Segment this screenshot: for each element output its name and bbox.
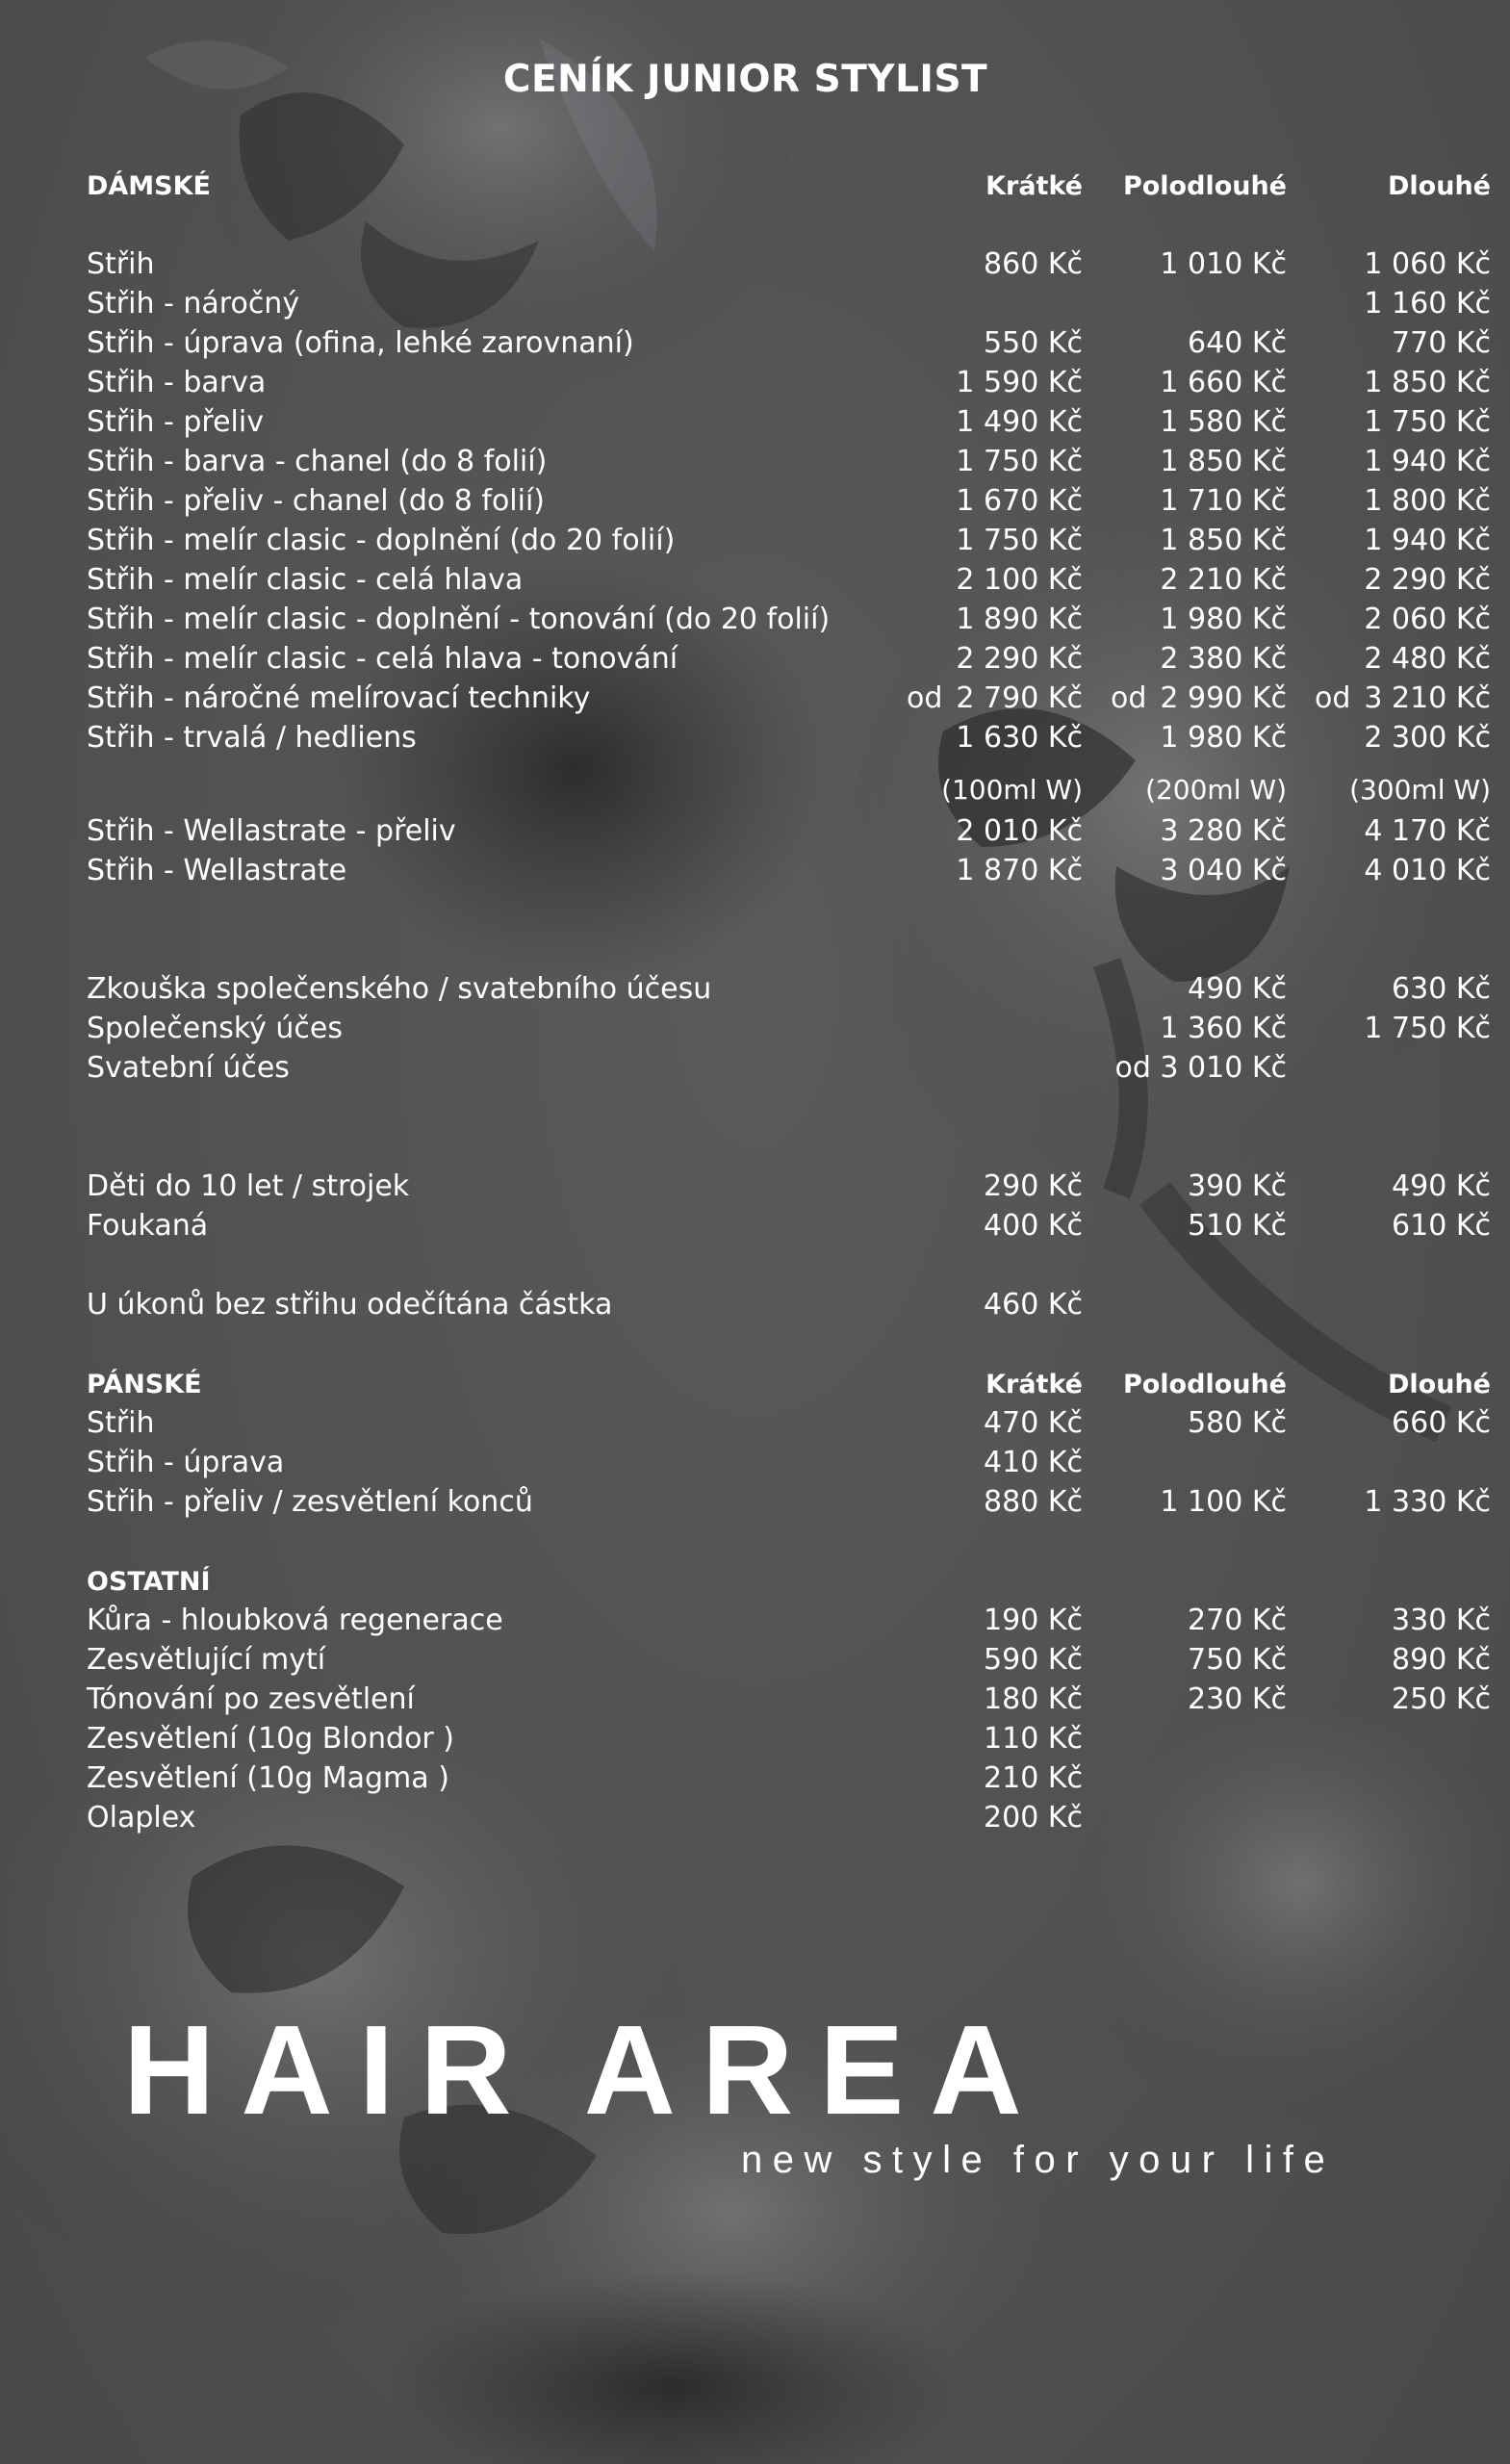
service-label: Střih - barva - chanel (do 8 folií) — [87, 445, 548, 478]
price-row — [87, 1051, 1405, 1091]
section-title: DÁMSKÉ — [87, 171, 211, 201]
price-cell-2: 3 280 Kč — [1160, 814, 1287, 848]
price-cell-3: 630 Kč — [1392, 972, 1491, 1006]
service-label: Střih - Wellastrate — [87, 854, 347, 887]
price-cell-3: 1 940 Kč — [1364, 524, 1491, 557]
price-row — [87, 1446, 1405, 1485]
price-cell-1: 1 750 Kč — [956, 445, 1083, 478]
price-row — [87, 1722, 1405, 1761]
column-header-3: Dlouhé — [1388, 1370, 1491, 1399]
price-cell-1: 460 Kč — [984, 1288, 1083, 1322]
price-cell-3: 1 940 Kč — [1364, 445, 1491, 478]
price-cell-2: 1 710 Kč — [1160, 484, 1287, 518]
price-row — [87, 405, 1491, 445]
price-cell-1: 550 Kč — [984, 326, 1083, 360]
price-value: 3 210 Kč — [1364, 681, 1491, 715]
price-row — [87, 1761, 1405, 1801]
price-cell-1: 290 Kč — [984, 1169, 1083, 1203]
service-label: Střih - barva — [87, 366, 267, 399]
price-cell-3: 4 010 Kč — [1364, 854, 1491, 887]
price-cell-2: 3 040 Kč — [1160, 854, 1287, 887]
price-row — [87, 814, 1491, 854]
price-cell-2: 230 Kč — [1188, 1682, 1287, 1716]
price-cell-1: 410 Kč — [984, 1446, 1083, 1479]
price-row — [87, 1012, 1491, 1051]
price-cell-2: 2 380 Kč — [1160, 642, 1287, 676]
price-row — [87, 681, 1491, 721]
section-title: PÁNSKÉ — [87, 1370, 202, 1399]
logo-word-area: AREA — [583, 1999, 1048, 2141]
price-cell-3: 1 850 Kč — [1364, 366, 1491, 399]
price-cell-1: 2 100 Kč — [956, 563, 1083, 597]
price-cell-3: 610 Kč — [1392, 1209, 1491, 1243]
service-label: Střih - náročný — [87, 287, 300, 321]
price-cell-3: 2 290 Kč — [1364, 563, 1491, 597]
price-cell-2: 1 580 Kč — [1160, 405, 1287, 439]
service-label: Foukaná — [87, 1209, 209, 1243]
price-cell-1: 470 Kč — [984, 1406, 1083, 1440]
price-cell-2: 490 Kč — [1188, 972, 1287, 1006]
price-cell-3: 1 160 Kč — [1364, 287, 1491, 321]
price-row — [87, 1604, 1491, 1643]
price-cell-2: 1 100 Kč — [1160, 1485, 1287, 1519]
price-row — [87, 366, 1491, 405]
service-label: Střih - přeliv - chanel (do 8 folií) — [87, 484, 546, 518]
price-row — [87, 774, 1491, 814]
service-label: Střih - náročné melírovací techniky — [87, 681, 591, 715]
section-header-row — [87, 1564, 1405, 1604]
price-cell-3: 2 480 Kč — [1364, 642, 1491, 676]
price-cell-3: 490 Kč — [1392, 1169, 1491, 1203]
price-cell-1: 110 Kč — [984, 1722, 1083, 1756]
service-label: Zkouška společenského / svatebního účesu — [87, 972, 712, 1006]
service-label: Střih - úprava — [87, 1446, 285, 1479]
price-prefix: od — [907, 681, 943, 715]
price-cell-1: 210 Kč — [984, 1761, 1083, 1795]
price-row — [87, 1682, 1491, 1722]
price-cell-1: 1 670 Kč — [956, 484, 1083, 518]
price-cell-3: 4 170 Kč — [1364, 814, 1491, 848]
price-cell-3: 1 330 Kč — [1364, 1485, 1491, 1519]
price-prefix: od — [1111, 681, 1147, 715]
section-header-row — [87, 1367, 1491, 1406]
price-cell-2: 750 Kč — [1188, 1643, 1287, 1677]
section-title: OSTATNÍ — [87, 1567, 211, 1597]
service-label: Děti do 10 let / strojek — [87, 1169, 410, 1203]
price-cell-2: (200ml W) — [1145, 774, 1287, 806]
price-row — [87, 642, 1491, 681]
service-label: Zesvětlení (10g Blondor ) — [87, 1722, 455, 1756]
price-cell-1: 2 290 Kč — [956, 642, 1083, 676]
price-cell-2 — [1083, 681, 1287, 715]
price-cell-1: 1 870 Kč — [956, 854, 1083, 887]
service-label: Olaplex — [87, 1801, 196, 1835]
price-row — [87, 326, 1491, 366]
price-cell-2: 1 850 Kč — [1160, 445, 1287, 478]
section-header-row — [87, 168, 1491, 208]
price-row — [87, 484, 1491, 524]
page-title: CENÍK JUNIOR STYLIST — [502, 58, 988, 101]
price-cell-2: 580 Kč — [1188, 1406, 1287, 1440]
price-cell-3: 660 Kč — [1392, 1406, 1491, 1440]
service-label: Střih - přeliv / zesvětlení konců — [87, 1485, 533, 1519]
column-header-2: Polodlouhé — [1122, 171, 1287, 201]
price-cell-1: 1 750 Kč — [956, 524, 1083, 557]
price-cell-2: 270 Kč — [1188, 1604, 1287, 1637]
price-row — [87, 563, 1491, 603]
price-cell-2: 1 980 Kč — [1160, 721, 1287, 755]
price-cell-2: 1 660 Kč — [1160, 366, 1287, 399]
price-row — [87, 721, 1491, 760]
price-cell-1: 400 Kč — [984, 1209, 1083, 1243]
price-cell-2: 1 360 Kč — [1160, 1012, 1287, 1045]
price-value: 2 790 Kč — [956, 681, 1083, 715]
price-cell-1: 1 630 Kč — [956, 721, 1083, 755]
service-label: Střih - melír clasic - doplnění - tonování (do 20 folií) — [87, 603, 831, 636]
column-header-1: Krátké — [985, 1370, 1083, 1399]
price-cell-2: 2 210 Kč — [1160, 563, 1287, 597]
price-prefix: od — [1315, 681, 1351, 715]
price-cell-2: 1 850 Kč — [1160, 524, 1287, 557]
price-cell-1: 1 590 Kč — [956, 366, 1083, 399]
price-cell-3: 330 Kč — [1392, 1604, 1491, 1637]
price-cell-3: 1 060 Kč — [1364, 247, 1491, 281]
price-cell-1: 880 Kč — [984, 1485, 1083, 1519]
price-row — [87, 972, 1491, 1012]
price-row — [87, 603, 1491, 642]
price-value: 2 990 Kč — [1160, 681, 1287, 715]
hair-area-logo — [123, 1997, 1048, 2143]
price-row — [87, 854, 1491, 893]
price-cell-1: 590 Kč — [984, 1643, 1083, 1677]
price-cell-3 — [1287, 681, 1491, 715]
service-label: Střih - úprava (ofina, lehké zarovnaní) — [87, 326, 634, 360]
price-cell-1: 1 890 Kč — [956, 603, 1083, 636]
column-header-1: Krátké — [985, 171, 1083, 201]
price-row — [87, 1288, 1405, 1327]
price-row — [87, 445, 1491, 484]
price-cell-2: 1 010 Kč — [1160, 247, 1287, 281]
price-cell-2: 1 980 Kč — [1160, 603, 1287, 636]
logo-word-hair: HAIR — [123, 1999, 538, 2141]
price-cell-1: 2 010 Kč — [956, 814, 1083, 848]
price-cell-3: 890 Kč — [1392, 1643, 1491, 1677]
price-cell-2: 510 Kč — [1188, 1209, 1287, 1243]
price-row — [87, 1406, 1491, 1446]
price-cell-1: 1 490 Kč — [956, 405, 1083, 439]
price-cell-3: 250 Kč — [1392, 1682, 1491, 1716]
price-cell-3: 1 750 Kč — [1364, 1012, 1491, 1045]
price-row — [87, 1169, 1491, 1209]
price-row — [87, 287, 1491, 326]
price-row — [87, 1643, 1491, 1682]
service-label: Střih - přeliv — [87, 405, 264, 439]
service-label: U úkonů bez střihu odečítána částka — [87, 1288, 613, 1322]
service-label: Zesvětlení (10g Magma ) — [87, 1761, 449, 1795]
service-label: Střih - melír clasic - celá hlava - tonování — [87, 642, 678, 676]
column-header-2: Polodlouhé — [1122, 1370, 1287, 1399]
service-label: Střih - melír clasic - doplnění (do 20 folií) — [87, 524, 676, 557]
service-label: Svatební účes — [87, 1051, 290, 1085]
price-cell-2: od 3 010 Kč — [1114, 1051, 1287, 1085]
service-label: Střih - Wellastrate - přeliv — [87, 814, 456, 848]
service-label: Tónování po zesvětlení — [87, 1682, 415, 1716]
service-label: Střih — [87, 247, 155, 281]
price-row — [87, 524, 1491, 563]
price-cell-1: (100ml W) — [941, 774, 1083, 806]
service-label: Střih - trvalá / hedliens — [87, 721, 417, 755]
service-label: Střih — [87, 1406, 155, 1440]
service-label: Kůra - hloubková regenerace — [87, 1604, 503, 1637]
service-label: Zesvětlující mytí — [87, 1643, 326, 1677]
price-cell-1 — [760, 681, 1083, 715]
logo-tagline: new style for your life — [741, 2139, 1336, 2181]
service-label: Společenský účes — [87, 1012, 344, 1045]
price-cell-2: 640 Kč — [1188, 326, 1287, 360]
column-header-3: Dlouhé — [1388, 171, 1491, 201]
price-row — [87, 1801, 1405, 1840]
price-row — [87, 247, 1491, 287]
price-row — [87, 1209, 1491, 1248]
price-cell-1: 190 Kč — [984, 1604, 1083, 1637]
price-cell-2: 390 Kč — [1188, 1169, 1287, 1203]
price-cell-1: 180 Kč — [984, 1682, 1083, 1716]
price-cell-3: 1 800 Kč — [1364, 484, 1491, 518]
price-cell-3: 1 750 Kč — [1364, 405, 1491, 439]
price-cell-3: (300ml W) — [1349, 774, 1491, 806]
service-label: Střih - melír clasic - celá hlava — [87, 563, 524, 597]
price-cell-1: 200 Kč — [984, 1801, 1083, 1835]
price-cell-3: 2 060 Kč — [1364, 603, 1491, 636]
price-cell-3: 2 300 Kč — [1364, 721, 1491, 755]
price-row — [87, 1485, 1491, 1525]
price-cell-3: 770 Kč — [1392, 326, 1491, 360]
price-cell-1: 860 Kč — [984, 247, 1083, 281]
